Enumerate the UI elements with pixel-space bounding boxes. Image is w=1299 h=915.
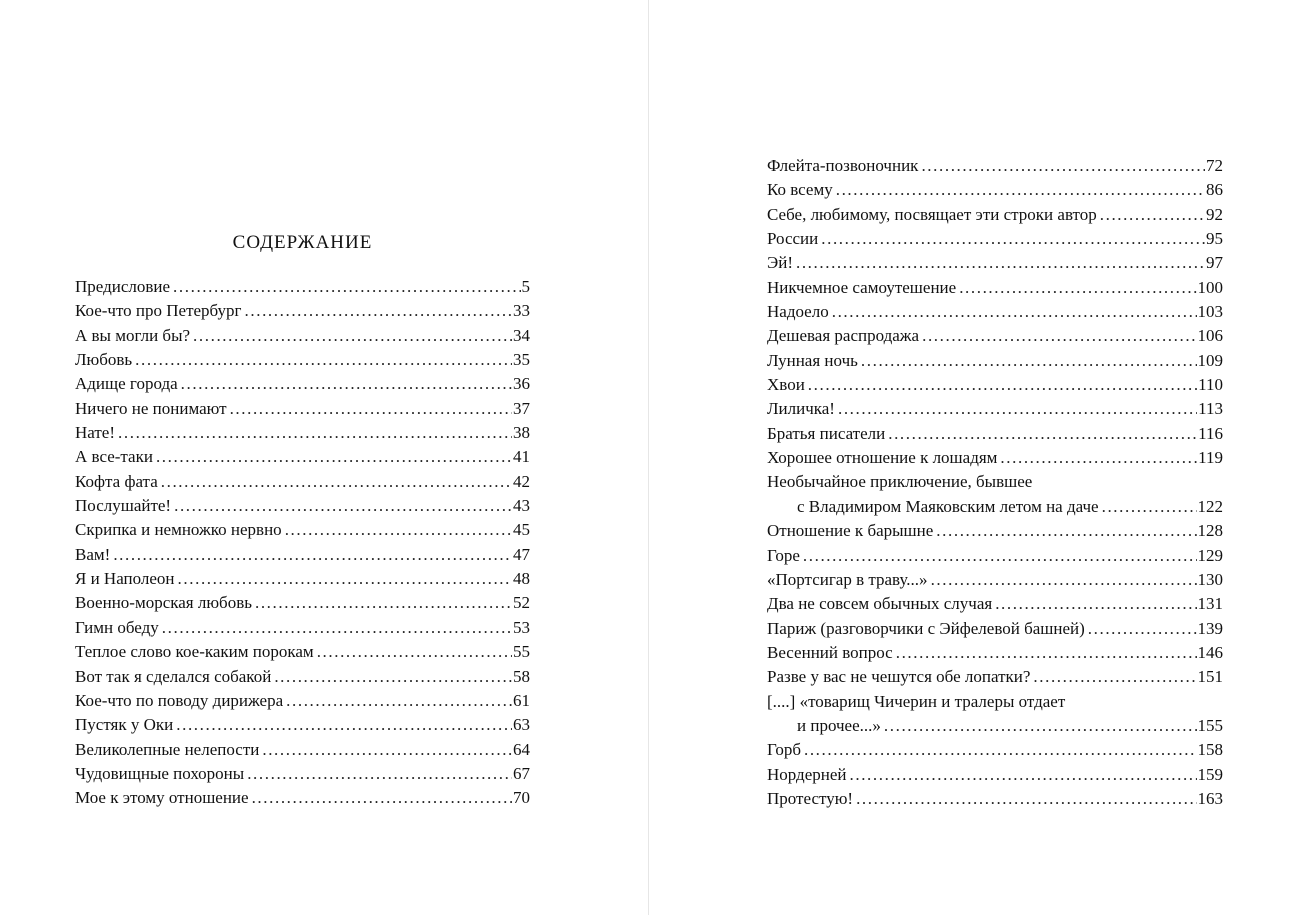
toc-entry-title: Послушайте!	[75, 496, 172, 516]
toc-entry-title: А все-таки	[75, 447, 153, 467]
toc-page-number: 86	[1206, 180, 1223, 200]
toc-dot-leader	[836, 178, 1205, 202]
toc-dot-leader	[174, 494, 512, 518]
toc-entry-title: Хвои	[767, 375, 805, 395]
toc-page-number: 128	[1197, 521, 1223, 541]
toc-dot-leader	[922, 324, 1196, 348]
toc-entry	[75, 299, 530, 323]
toc-dot-leader	[821, 227, 1205, 251]
toc-entry-title: Кое-что про Петербург	[75, 301, 242, 321]
toc-dot-leader	[1000, 446, 1197, 470]
toc-entry	[75, 616, 530, 640]
toc-dot-leader	[262, 738, 512, 762]
toc-page-number: 37	[513, 398, 530, 418]
toc-entry	[75, 762, 530, 786]
toc-dot-leader	[838, 397, 1197, 421]
toc-page-number: 41	[513, 447, 530, 467]
toc-entry	[767, 203, 1223, 227]
toc-entry-title: Гимн обеду	[75, 617, 159, 637]
toc-entry-title: Мое к этому отношение	[75, 788, 249, 808]
toc-entry-title: с Владимиром Маяковским летом на даче	[797, 496, 1099, 516]
toc-entry	[767, 787, 1223, 811]
toc-entry-title: и прочее...»	[797, 715, 881, 735]
toc-entry-title: Себе, любимому, посвящает эти строки автор	[767, 204, 1097, 224]
toc-entry-title: «Портсигар в траву...»	[767, 569, 928, 589]
toc-entry-title: Пустяк у Оки	[75, 715, 174, 735]
toc-page-number: 139	[1197, 618, 1223, 638]
toc-dot-leader	[995, 592, 1196, 616]
toc-entry-title: Вот так я сделался собакой	[75, 666, 272, 686]
toc-entry	[75, 275, 530, 299]
toc-entry	[767, 665, 1223, 689]
toc-entry	[767, 592, 1223, 616]
toc-entry	[767, 617, 1223, 641]
toc-page-number: 155	[1197, 715, 1223, 735]
toc-page-number: 131	[1197, 594, 1223, 614]
toc-page-number: 33	[513, 301, 530, 321]
toc-entry-title: Флейта-позвоночник	[767, 156, 919, 175]
toc-entry-title: Чудовищные похороны	[75, 763, 245, 783]
toc-entry-title: Лунная ночь	[767, 350, 858, 370]
toc-page-number: 67	[513, 763, 530, 783]
toc-dot-leader	[113, 543, 512, 567]
toc-entry	[75, 543, 530, 567]
toc-entry	[75, 567, 530, 591]
toc-page-number: 72	[1206, 156, 1223, 175]
toc-entry-title: Хорошее отношение к лошадям	[767, 448, 998, 468]
toc-entry	[767, 227, 1223, 251]
toc-entry	[767, 276, 1223, 300]
toc-dot-leader	[118, 421, 512, 445]
toc-entry-title: Разве у вас не чешутся обе лопатки?	[767, 667, 1031, 687]
toc-entry	[767, 422, 1223, 446]
toc-dot-leader	[252, 786, 512, 810]
toc-entry	[75, 689, 530, 713]
toc-entry-title: Париж (разговорчики с Эйфелевой башней)	[767, 618, 1085, 638]
toc-page-number: 146	[1197, 642, 1223, 662]
toc-dot-leader	[176, 713, 512, 737]
toc-dot-leader	[156, 445, 512, 469]
toc-dot-leader	[1102, 495, 1197, 519]
toc-dot-leader	[161, 470, 512, 494]
toc-entry-title: Дешевая распродажа	[767, 326, 920, 346]
toc-dot-leader	[959, 276, 1196, 300]
toc-dot-leader	[921, 154, 1205, 178]
toc-entry-title: Предисловие	[75, 277, 171, 296]
toc-page-number: 5	[521, 277, 530, 296]
toc-entry-title: Теплое слово кое-каким порокам	[75, 642, 314, 662]
toc-page-number: 61	[513, 690, 530, 710]
toc-entry	[75, 494, 530, 518]
toc-entry	[75, 665, 530, 689]
toc-entry	[767, 738, 1223, 762]
toc-page-number: 100	[1197, 277, 1223, 297]
toc-entry	[767, 544, 1223, 568]
toc-entry	[75, 372, 530, 396]
toc-entry	[767, 300, 1223, 324]
toc-entry-title: Любовь	[75, 350, 133, 370]
toc-entry	[767, 568, 1223, 592]
toc-entry	[75, 591, 530, 615]
toc-dot-leader	[193, 324, 512, 348]
toc-entry-title: Лиличка!	[767, 399, 835, 419]
toc-entry-title: Весенний вопрос	[767, 642, 893, 662]
toc-page-number: 97	[1206, 253, 1223, 273]
toc-dot-leader	[931, 568, 1197, 592]
toc-entry-title: Необычайное приключение, бывшее	[767, 472, 1033, 492]
toc-dot-leader	[135, 348, 512, 372]
toc-dot-leader	[884, 714, 1197, 738]
toc-entry-title: [....] «товарищ Чичерин и тралеры отдает	[767, 691, 1066, 711]
toc-page-number: 109	[1197, 350, 1223, 370]
toc-entry	[75, 738, 530, 762]
toc-entry-continuation	[767, 714, 1223, 738]
toc-page-number: 129	[1197, 545, 1223, 565]
toc-entry	[767, 763, 1223, 787]
toc-entry	[767, 397, 1223, 421]
toc-entry	[767, 251, 1223, 275]
toc-entry	[767, 690, 1223, 714]
toc-entry	[75, 518, 530, 542]
toc-entry	[767, 641, 1223, 665]
toc-dot-leader	[178, 567, 512, 591]
toc-dot-leader	[936, 519, 1196, 543]
toc-dot-leader	[1100, 203, 1205, 227]
toc-page-number: 103	[1197, 302, 1223, 322]
toc-dot-leader	[896, 641, 1197, 665]
toc-entry-title: Два не совсем обычных случая	[767, 594, 993, 614]
toc-entry	[75, 348, 530, 372]
toc-entry	[767, 373, 1223, 397]
toc-dot-leader	[255, 591, 512, 615]
toc-page-number: 163	[1197, 788, 1223, 808]
toc-entry-title: Кофта фата	[75, 471, 158, 491]
toc-page-number: 116	[1198, 423, 1223, 443]
toc-page-number: 38	[513, 423, 530, 443]
toc-entry	[767, 324, 1223, 348]
toc-entry-title: Надоело	[767, 302, 829, 322]
right-page	[649, 0, 1299, 915]
toc-dot-leader	[274, 665, 512, 689]
toc-entry-title: А вы могли бы?	[75, 325, 191, 345]
toc-page-number: 70	[513, 788, 530, 808]
toc-page-number: 130	[1197, 569, 1223, 589]
toc-page-number: 113	[1198, 399, 1223, 419]
toc-page-number: 159	[1197, 764, 1223, 784]
toc-dot-leader	[162, 616, 512, 640]
toc-entry-title: Ничего не понимают	[75, 398, 227, 418]
toc-dot-leader	[247, 762, 512, 786]
toc-entry	[767, 154, 1223, 178]
toc-dot-leader	[286, 689, 512, 713]
toc-entry	[75, 397, 530, 421]
toc-dot-leader	[317, 640, 512, 664]
toc-dot-leader	[230, 397, 512, 421]
toc-entry	[767, 519, 1223, 543]
toc-entry-title: Нордерней	[767, 764, 847, 784]
toc-entry-title: Никчемное самоутешение	[767, 277, 957, 297]
toc-entry-title: Вам!	[75, 544, 111, 564]
contents-title: СОДЕРЖАНИЕ	[232, 232, 373, 253]
toc-page-number: 55	[513, 642, 530, 662]
toc-entry	[75, 786, 530, 810]
toc-entry-title: Горб	[767, 740, 801, 760]
toc-dot-leader	[808, 373, 1197, 397]
toc-dot-leader	[804, 738, 1197, 762]
toc-entry-title: Я и Наполеон	[75, 569, 175, 589]
toc-page-number: 45	[513, 520, 530, 540]
toc-page-number: 119	[1198, 448, 1223, 468]
toc-entry-title: Протестую!	[767, 788, 854, 808]
toc-page-number: 48	[513, 569, 530, 589]
toc-dot-leader	[888, 422, 1197, 446]
toc-page-number: 34	[513, 325, 530, 345]
toc-dot-leader	[861, 349, 1197, 373]
toc-entry-title: Военно-морская любовь	[75, 593, 252, 613]
left-page	[0, 0, 648, 915]
toc-dot-leader	[796, 251, 1205, 275]
toc-entry-title: Горе	[767, 545, 800, 565]
toc-list-left	[75, 275, 530, 811]
toc-entry-title: России	[767, 229, 819, 249]
toc-page-number: 95	[1206, 229, 1223, 249]
toc-page-number: 47	[513, 544, 530, 564]
toc-entry-title: Нате!	[75, 423, 116, 443]
toc-page-number: 58	[513, 666, 530, 686]
toc-dot-leader	[850, 763, 1197, 787]
toc-entry	[75, 713, 530, 737]
toc-entry-title: Адище города	[75, 374, 178, 394]
toc-entry	[75, 640, 530, 664]
toc-page-number: 122	[1197, 496, 1223, 516]
toc-dot-leader	[245, 299, 512, 323]
toc-dot-leader	[832, 300, 1197, 324]
toc-entry-title: Великолепные нелепости	[75, 739, 260, 759]
toc-entry	[75, 470, 530, 494]
toc-page-number: 110	[1198, 375, 1223, 395]
toc-dot-leader	[1088, 617, 1197, 641]
toc-entry-title: Кое-что по поводу дирижера	[75, 690, 284, 710]
toc-entry-title: Братья писатели	[767, 423, 886, 443]
toc-entry-title: Отношение к барышне	[767, 521, 934, 541]
toc-entry-continuation	[767, 495, 1223, 519]
toc-list-right	[767, 154, 1223, 811]
toc-page-number: 64	[513, 739, 530, 759]
toc-page-number: 92	[1206, 204, 1223, 224]
toc-dot-leader	[285, 518, 512, 542]
toc-entry	[75, 421, 530, 445]
toc-entry-title: Эй!	[767, 253, 793, 273]
toc-page-number: 158	[1197, 740, 1223, 760]
toc-entry	[75, 445, 530, 469]
toc-entry	[767, 178, 1223, 202]
toc-entry-title: Ко всему	[767, 180, 833, 200]
toc-page-number: 42	[513, 471, 530, 491]
toc-dot-leader	[856, 787, 1196, 811]
toc-entry	[75, 324, 530, 348]
toc-dot-leader	[1033, 665, 1196, 689]
toc-page-number: 106	[1197, 326, 1223, 346]
toc-dot-leader	[173, 275, 520, 299]
toc-entry	[767, 446, 1223, 470]
toc-page-number: 35	[513, 350, 530, 370]
toc-entry	[767, 349, 1223, 373]
toc-page-number: 151	[1197, 667, 1223, 687]
toc-page-number: 53	[513, 617, 530, 637]
toc-entry	[767, 470, 1223, 494]
toc-dot-leader	[803, 544, 1197, 568]
toc-page-number: 43	[513, 496, 530, 516]
toc-page-number: 52	[513, 593, 530, 613]
toc-dot-leader	[181, 372, 512, 396]
toc-page-number: 63	[513, 715, 530, 735]
toc-entry-title: Скрипка и немножко нервно	[75, 520, 282, 540]
toc-page-number: 36	[513, 374, 530, 394]
